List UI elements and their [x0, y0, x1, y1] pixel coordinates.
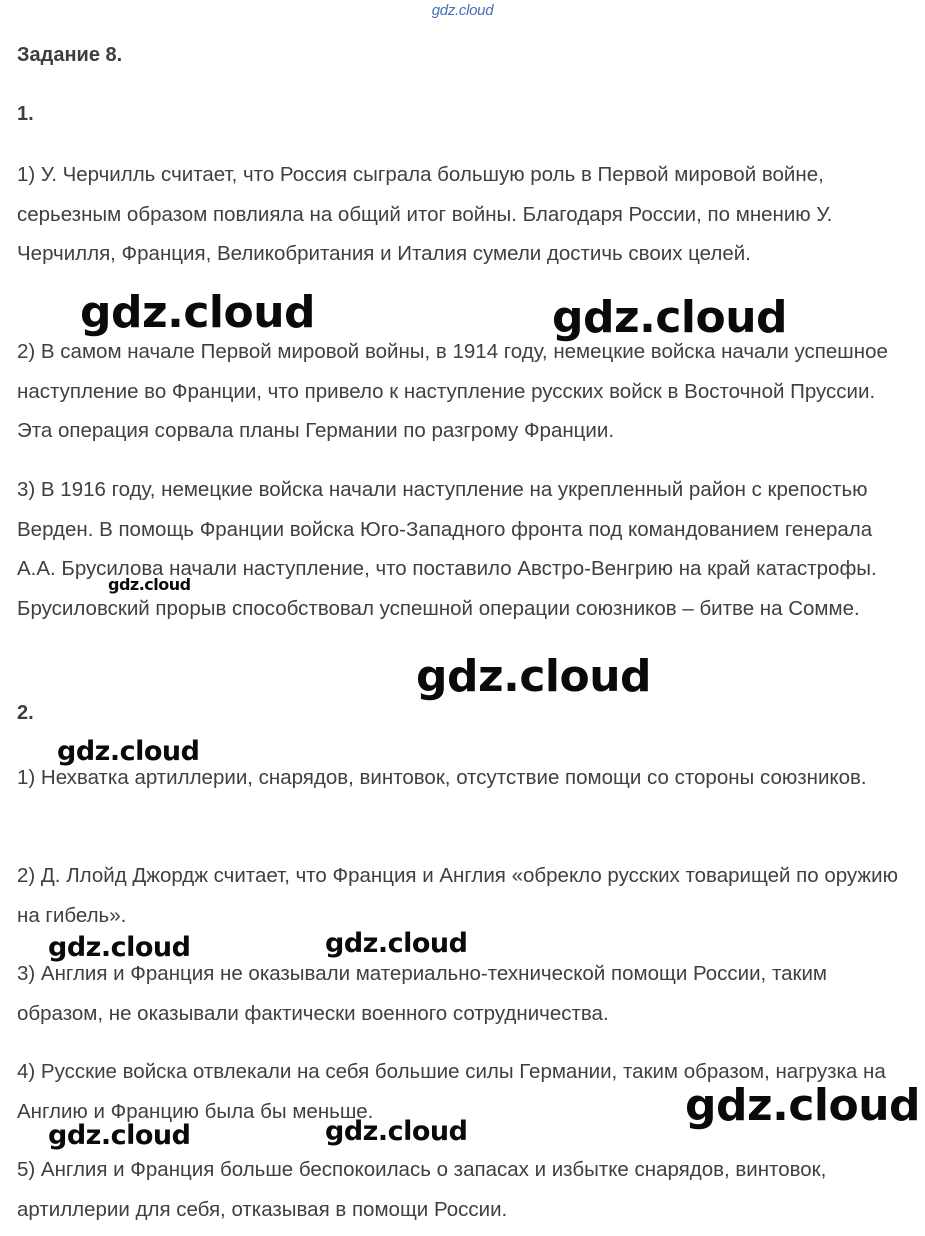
watermark: gdz.cloud	[108, 575, 191, 594]
watermark: gdz.cloud	[80, 287, 316, 338]
watermark: gdz.cloud	[48, 1120, 191, 1151]
section-1-answer-3: 3) В 1916 году, немецкие войска начали наступление на укрепленный район с крепостью Верден. В помощь Франции войска Юго-Западного фронта под командованием генерала А.А. Брусилова начали наступление, что поставило Австро-Венгрию на край катастрофы. Брусиловский прорыв способствовал успешной операции союзников – битве на Сомме.	[17, 478, 877, 620]
section-2-answer-4: 4) Русские войска отвлекали на себя большие силы Германии, таким образом, нагрузка на Англию и Францию была бы меньше.	[17, 1060, 886, 1123]
section-2-answer-3: 3) Англия и Франция не оказывали материально-технической помощи России, таким образом, не оказывали фактически военного сотрудничества.	[17, 962, 828, 1025]
section-number-2: 2.	[17, 702, 34, 724]
watermark: gdz.cloud	[325, 1116, 468, 1147]
watermark: gdz.cloud	[416, 651, 652, 702]
watermark: gdz.cloud	[325, 928, 468, 959]
section-1-answer-2: 2) В самом начале Первой мировой войны, в 1914 году, немецкие войска начали успешное наступление во Франции, что привело к наступление русских войск в Восточной Пруссии. Эта операция сорвала планы Германии по разгрому Франции.	[17, 340, 888, 442]
task-title: Задание 8.	[17, 44, 123, 66]
watermark: gdz.cloud	[48, 932, 191, 963]
watermark: gdz.cloud	[552, 292, 788, 343]
header-site-link[interactable]: gdz.cloud	[431, 2, 494, 19]
section-1-answer-1: 1) У. Черчилль считает, что Россия сыграла большую роль в Первой мировой войне, серьезным образом повлияла на общий итог войны. Благодаря России, по мнению У. Черчилля, Франция, Великобритания и Италия сумели достичь своих целей.	[17, 163, 833, 265]
watermark: gdz.cloud	[57, 736, 200, 767]
section-2-answer-2: 2) Д. Ллойд Джордж считает, что Франция и Англия «обрекло русских товарищей по оружию на гибель».	[17, 864, 898, 927]
section-2-answer-5: 5) Англия и Франция больше беспокоилась о запасах и избытке снарядов, винтовок, артиллерии для себя, отказывая в помощи России.	[17, 1158, 827, 1221]
section-number-1: 1.	[17, 103, 34, 125]
section-2-answer-1: 1) Нехватка артиллерии, снарядов, винтовок, отсутствие помощи со стороны союзников.	[17, 766, 867, 789]
watermark: gdz.cloud	[685, 1080, 921, 1131]
